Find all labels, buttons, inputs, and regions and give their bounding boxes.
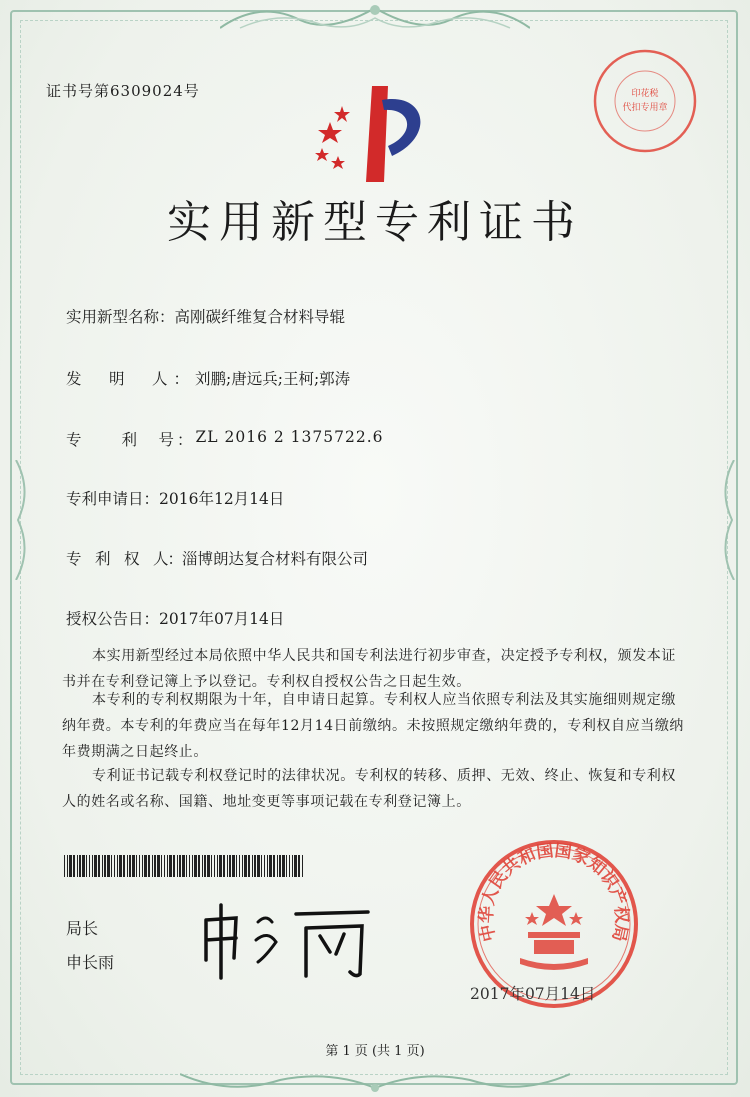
body-paragraph: 本实用新型经过本局依照中华人民共和国专利法进行初步审查，决定授予专利权，颁发本证书并在专利登记簿上予以登记。专利权自授权公告之日起生效。: [62, 648, 676, 690]
right-ornament-icon: [716, 460, 738, 580]
field-patentee: [66, 547, 368, 569]
field-value: 高刚碳纤维复合材料导辊: [174, 308, 346, 326]
page-footer: 第 1 页 (共 1 页): [325, 1044, 425, 1059]
field-label: 专 利 权 人：: [66, 550, 183, 568]
bottom-ornament-icon: [180, 1070, 570, 1096]
field-application-date: [66, 487, 284, 509]
field-value: 2016年12月14日: [159, 490, 285, 508]
field-label: 实用新型名称：: [66, 308, 175, 326]
director-name: 申长雨: [66, 953, 115, 972]
issue-date: 2017年07月14日: [470, 985, 596, 1003]
body-paragraph: 专利证书记载专利权登记时的法律状况。专利权的转移、质押、无效、终止、恢复和专利权人的姓名或名称、国籍、地址变更等事项记载在专利登记簿上。: [62, 768, 676, 810]
field-label: 发 明 人：: [66, 370, 196, 388]
patent-office-logo-icon: [308, 78, 438, 188]
director-signature-icon: [196, 900, 376, 980]
field-label: 专利申请日：: [66, 490, 160, 508]
field-label: 专 利 号：: [66, 431, 196, 449]
certificate-title: 实用新型专利证书: [167, 197, 583, 248]
field-value: 2017年07月14日: [159, 610, 285, 628]
top-ornament-icon: [220, 0, 530, 32]
certificate-number: 证书号第6309024号: [46, 82, 200, 100]
field-utility-model-name: [66, 305, 345, 327]
director-title: 局长: [66, 919, 99, 938]
field-patent-number: [66, 428, 384, 450]
agency-seal-icon: [592, 48, 698, 154]
barcode-icon: [64, 855, 306, 877]
field-value: 淄博朗达复合材料有限公司: [182, 550, 369, 568]
office-seal-text: 中华人民共和国国家知识产权局: [476, 840, 632, 944]
field-value: 刘鹏;唐远兵;王柯;郭涛: [195, 370, 351, 388]
svg-text:印花税: 印花税: [631, 89, 659, 99]
field-value: ZL 2016 2 1375722.6: [195, 428, 384, 446]
svg-text:代扣专用章: 代扣专用章: [622, 103, 668, 113]
left-ornament-icon: [12, 460, 34, 580]
field-inventors: [66, 367, 350, 389]
body-paragraph: 本专利的专利权期限为十年，自申请日起算。专利权人应当依照专利法及其实施细则规定缴纳年费。本专利的年费应当在每年12月14日前缴纳。未按照规定缴纳年费的，专利权自应当缴纳年费期满之日起终止。: [62, 692, 685, 760]
field-grant-date: [66, 607, 284, 629]
svg-text:中华人民共和国国家知识产权局: [476, 841, 633, 944]
field-label: 授权公告日：: [66, 610, 160, 628]
